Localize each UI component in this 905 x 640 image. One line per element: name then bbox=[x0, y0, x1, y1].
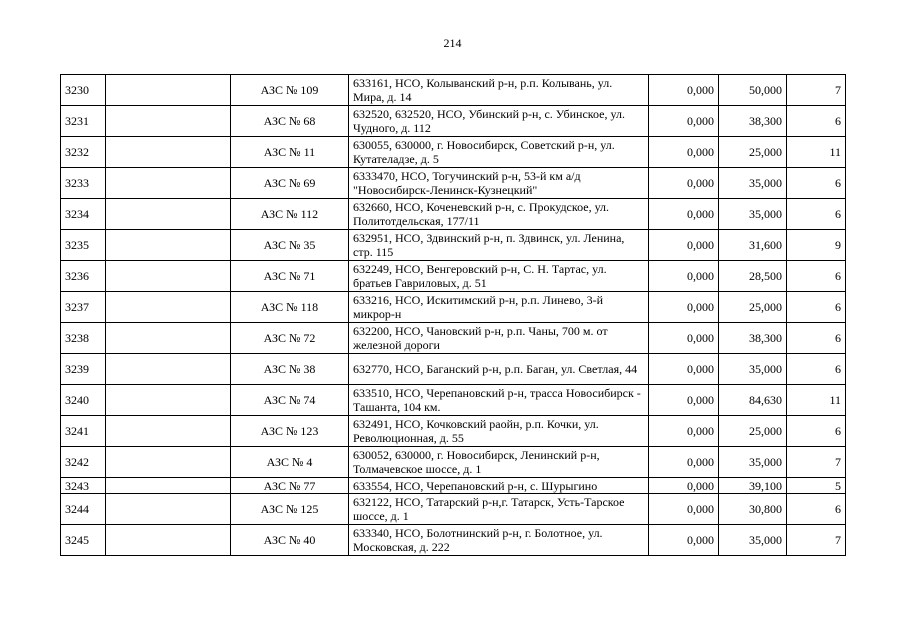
address-cell: 632770, НСО, Баганский р-н, р.п. Баган, ул. Светлая, 44 bbox=[349, 354, 649, 385]
value-3-cell: 6 bbox=[787, 168, 846, 199]
station-name-cell: АЗС № 38 bbox=[231, 354, 349, 385]
address-cell: 632200, НСО, Чановский р-н, р.п. Чаны, 700 м. от железной дороги bbox=[349, 323, 649, 354]
page-number: 214 bbox=[443, 36, 462, 50]
value-1-cell: 0,000 bbox=[649, 478, 719, 494]
station-name-cell: АЗС № 72 bbox=[231, 323, 349, 354]
address-cell: 632249, НСО, Венгеровский р-н, С. Н. Тартас, ул. братьев Гавриловых, д. 51 bbox=[349, 261, 649, 292]
row-number-cell: 3231 bbox=[61, 106, 106, 137]
address-cell: 632122, НСО, Татарский р-н,г. Татарск, Усть-Тарское шоссе, д. 1 bbox=[349, 494, 649, 525]
value-1-cell: 0,000 bbox=[649, 385, 719, 416]
empty-cell bbox=[106, 525, 231, 556]
table-row bbox=[61, 230, 846, 261]
value-1-cell: 0,000 bbox=[649, 261, 719, 292]
value-2-cell: 35,000 bbox=[719, 525, 787, 556]
row-number-cell: 3245 bbox=[61, 525, 106, 556]
table-row bbox=[61, 323, 846, 354]
value-1-cell: 0,000 bbox=[649, 292, 719, 323]
empty-cell bbox=[106, 106, 231, 137]
table-row bbox=[61, 354, 846, 385]
value-2-cell: 25,000 bbox=[719, 137, 787, 168]
value-2-cell: 84,630 bbox=[719, 385, 787, 416]
value-2-cell: 38,300 bbox=[719, 323, 787, 354]
address-cell: 632660, НСО, Коченевский р-н, с. Прокудское, ул. Политотдельская, 177/11 bbox=[349, 199, 649, 230]
table-row bbox=[61, 385, 846, 416]
table-row bbox=[61, 447, 846, 478]
table-row bbox=[61, 416, 846, 447]
address-cell: 632491, НСО, Кочковский раойн, р.п. Кочки, ул. Революционная, д. 55 bbox=[349, 416, 649, 447]
value-2-cell: 35,000 bbox=[719, 168, 787, 199]
value-3-cell: 6 bbox=[787, 323, 846, 354]
address-cell: 6333470, НСО, Тогучинский р-н, 53-й км а/д "Новосибирск-Ленинск-Кузнецкий" bbox=[349, 168, 649, 199]
value-2-cell: 39,100 bbox=[719, 478, 787, 494]
value-2-cell: 30,800 bbox=[719, 494, 787, 525]
station-name-cell: АЗС № 118 bbox=[231, 292, 349, 323]
value-3-cell: 11 bbox=[787, 385, 846, 416]
value-1-cell: 0,000 bbox=[649, 416, 719, 447]
station-name-cell: АЗС № 35 bbox=[231, 230, 349, 261]
station-name-cell: АЗС № 125 bbox=[231, 494, 349, 525]
station-name-cell: АЗС № 109 bbox=[231, 75, 349, 106]
station-name-cell: АЗС № 4 bbox=[231, 447, 349, 478]
value-3-cell: 11 bbox=[787, 137, 846, 168]
address-cell: 633161, НСО, Колыванский р-н, р.п. Колывань, ул. Мира, д. 14 bbox=[349, 75, 649, 106]
row-number-cell: 3237 bbox=[61, 292, 106, 323]
address-cell: 630055, 630000, г. Новосибирск, Советский р-н, ул. Кутателадзе, д. 5 bbox=[349, 137, 649, 168]
row-number-cell: 3230 bbox=[61, 75, 106, 106]
station-name-cell: АЗС № 77 bbox=[231, 478, 349, 494]
empty-cell bbox=[106, 323, 231, 354]
station-name-cell: АЗС № 68 bbox=[231, 106, 349, 137]
table-row bbox=[61, 525, 846, 556]
table-row bbox=[61, 168, 846, 199]
value-3-cell: 6 bbox=[787, 354, 846, 385]
address-cell: 633510, НСО, Черепановский р-н, трасса Новосибирск - Ташанта, 104 км. bbox=[349, 385, 649, 416]
value-1-cell: 0,000 bbox=[649, 230, 719, 261]
empty-cell bbox=[106, 137, 231, 168]
value-3-cell: 5 bbox=[787, 478, 846, 494]
station-name-cell: АЗС № 71 bbox=[231, 261, 349, 292]
table-row bbox=[61, 478, 846, 494]
row-number-cell: 3233 bbox=[61, 168, 106, 199]
empty-cell bbox=[106, 478, 231, 494]
empty-cell bbox=[106, 168, 231, 199]
empty-cell bbox=[106, 199, 231, 230]
empty-cell bbox=[106, 385, 231, 416]
address-cell: 632951, НСО, Здвинский р-н, п. Здвинск, ул. Ленина, стр. 115 bbox=[349, 230, 649, 261]
value-2-cell: 35,000 bbox=[719, 354, 787, 385]
row-number-cell: 3243 bbox=[61, 478, 106, 494]
value-3-cell: 7 bbox=[787, 447, 846, 478]
table-row bbox=[61, 75, 846, 106]
value-2-cell: 35,000 bbox=[719, 199, 787, 230]
empty-cell bbox=[106, 494, 231, 525]
value-1-cell: 0,000 bbox=[649, 354, 719, 385]
empty-cell bbox=[106, 230, 231, 261]
station-name-cell: АЗС № 112 bbox=[231, 199, 349, 230]
row-number-cell: 3235 bbox=[61, 230, 106, 261]
row-number-cell: 3241 bbox=[61, 416, 106, 447]
empty-cell bbox=[106, 447, 231, 478]
empty-cell bbox=[106, 261, 231, 292]
row-number-cell: 3238 bbox=[61, 323, 106, 354]
stations-table bbox=[60, 74, 846, 556]
value-2-cell: 35,000 bbox=[719, 447, 787, 478]
value-1-cell: 0,000 bbox=[649, 168, 719, 199]
value-3-cell: 6 bbox=[787, 199, 846, 230]
row-number-cell: 3240 bbox=[61, 385, 106, 416]
value-3-cell: 6 bbox=[787, 106, 846, 137]
value-1-cell: 0,000 bbox=[649, 106, 719, 137]
table-row bbox=[61, 106, 846, 137]
station-name-cell: АЗС № 40 bbox=[231, 525, 349, 556]
empty-cell bbox=[106, 354, 231, 385]
value-2-cell: 50,000 bbox=[719, 75, 787, 106]
table-row bbox=[61, 494, 846, 525]
table-body bbox=[61, 75, 846, 556]
value-3-cell: 6 bbox=[787, 416, 846, 447]
value-1-cell: 0,000 bbox=[649, 525, 719, 556]
value-1-cell: 0,000 bbox=[649, 137, 719, 168]
value-3-cell: 7 bbox=[787, 525, 846, 556]
address-cell: 630052, 630000, г. Новосибирск, Ленинский р-н, Толмачевское шоссе, д. 1 bbox=[349, 447, 649, 478]
value-2-cell: 28,500 bbox=[719, 261, 787, 292]
row-number-cell: 3242 bbox=[61, 447, 106, 478]
station-name-cell: АЗС № 11 bbox=[231, 137, 349, 168]
address-cell: 633554, НСО, Черепановский р-н, с. Шурыгино bbox=[349, 478, 649, 494]
row-number-cell: 3232 bbox=[61, 137, 106, 168]
station-name-cell: АЗС № 74 bbox=[231, 385, 349, 416]
value-1-cell: 0,000 bbox=[649, 199, 719, 230]
station-name-cell: АЗС № 123 bbox=[231, 416, 349, 447]
address-cell: 633216, НСО, Искитимский р-н, р.п. Линево, 3-й микрор-н bbox=[349, 292, 649, 323]
empty-cell bbox=[106, 292, 231, 323]
address-cell: 632520, 632520, НСО, Убинский р-н, с. Убинское, ул. Чудного, д. 112 bbox=[349, 106, 649, 137]
value-2-cell: 38,300 bbox=[719, 106, 787, 137]
value-2-cell: 25,000 bbox=[719, 416, 787, 447]
table-row bbox=[61, 137, 846, 168]
value-3-cell: 6 bbox=[787, 494, 846, 525]
value-3-cell: 9 bbox=[787, 230, 846, 261]
value-3-cell: 6 bbox=[787, 292, 846, 323]
value-1-cell: 0,000 bbox=[649, 323, 719, 354]
row-number-cell: 3244 bbox=[61, 494, 106, 525]
address-cell: 633340, НСО, Болотнинский р-н, г. Болотное, ул. Московская, д. 222 bbox=[349, 525, 649, 556]
station-name-cell: АЗС № 69 bbox=[231, 168, 349, 199]
empty-cell bbox=[106, 416, 231, 447]
value-1-cell: 0,000 bbox=[649, 494, 719, 525]
row-number-cell: 3236 bbox=[61, 261, 106, 292]
row-number-cell: 3234 bbox=[61, 199, 106, 230]
empty-cell bbox=[106, 75, 231, 106]
table-row bbox=[61, 261, 846, 292]
table-row bbox=[61, 292, 846, 323]
value-3-cell: 7 bbox=[787, 75, 846, 106]
value-3-cell: 6 bbox=[787, 261, 846, 292]
value-2-cell: 25,000 bbox=[719, 292, 787, 323]
row-number-cell: 3239 bbox=[61, 354, 106, 385]
table-row bbox=[61, 199, 846, 230]
value-1-cell: 0,000 bbox=[649, 447, 719, 478]
value-2-cell: 31,600 bbox=[719, 230, 787, 261]
value-1-cell: 0,000 bbox=[649, 75, 719, 106]
